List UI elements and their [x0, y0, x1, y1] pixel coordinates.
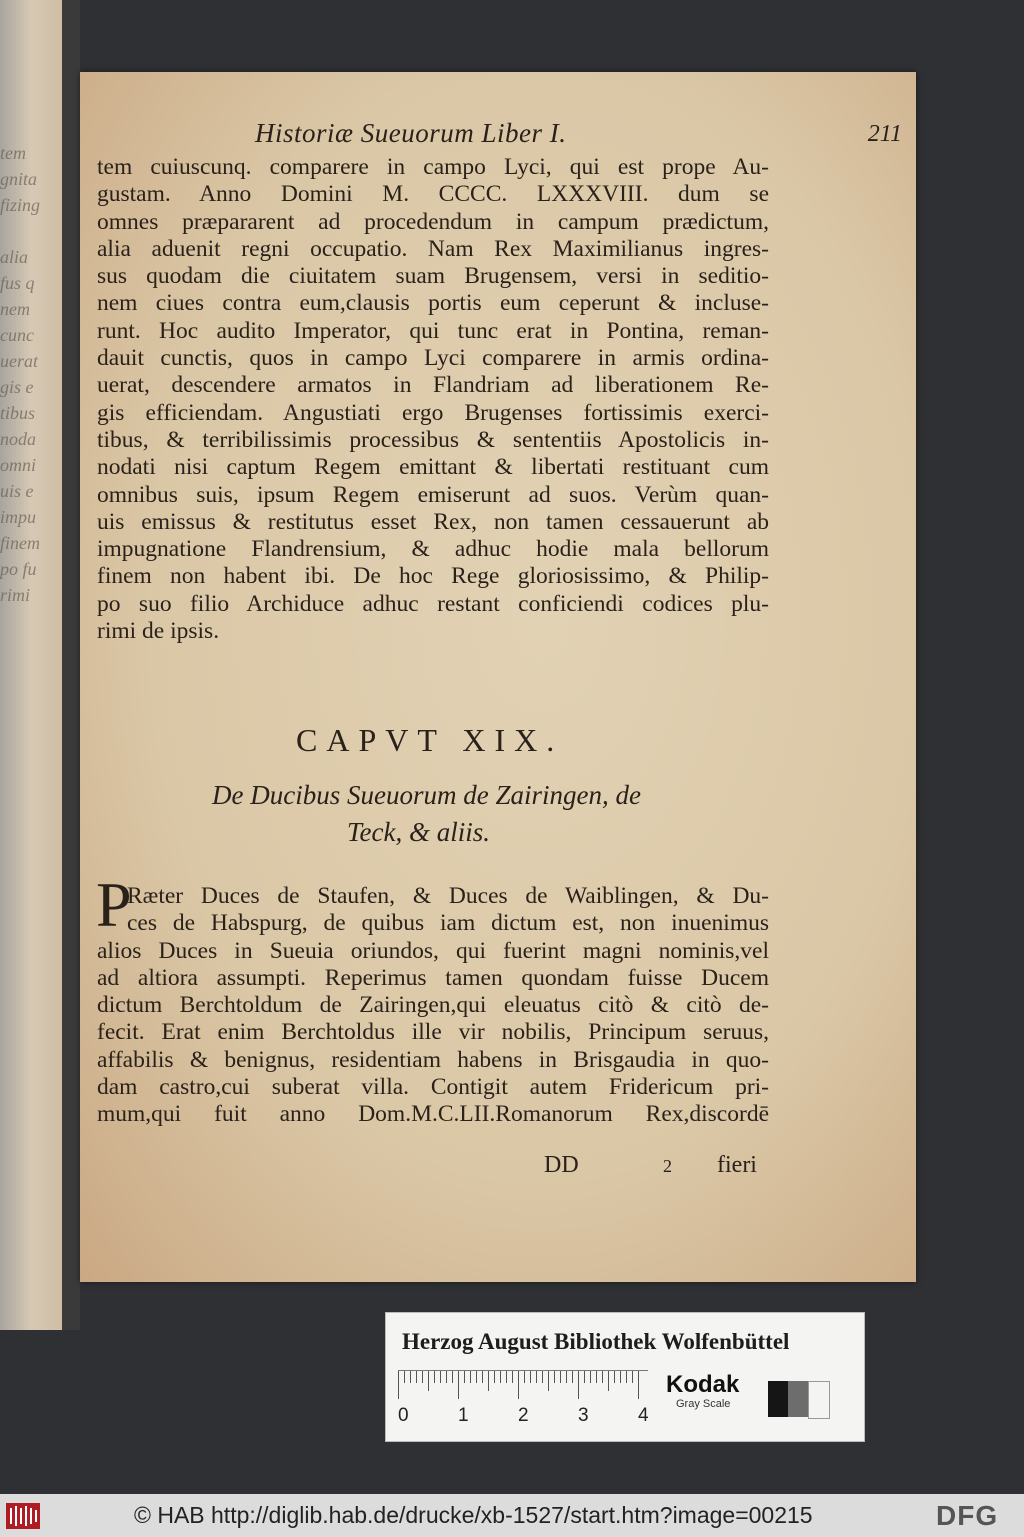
ruler-tick [476, 1371, 477, 1383]
kodak-logo: Kodak [666, 1371, 740, 1398]
ruler-tick [470, 1371, 471, 1383]
ruler-tick [512, 1371, 513, 1383]
paragraph-2 [97, 883, 769, 1129]
ruler-tick [572, 1371, 573, 1383]
ruler-tick [614, 1371, 615, 1383]
text-line: po suo filio Archiduce adhuc restant conficiendi codices plu- [97, 590, 769, 617]
ruler-tick [500, 1371, 501, 1383]
ruler-tick [554, 1371, 555, 1383]
text-line: alios Duces in Sueuia oriundos, qui fuerint magni nominis,vel [97, 937, 769, 964]
ruler-tick [608, 1371, 609, 1391]
text-line: gis efficiendam. Angustiati ergo Brugenses fortissimis exerci- [97, 399, 769, 426]
ruler-tick [404, 1371, 405, 1383]
ruler-tick [632, 1371, 633, 1383]
text-line: impugnatione Flandrensium, & adhuc hodie mala bellorum [97, 536, 769, 563]
chapter-title: CAPVT XIX. [296, 722, 564, 758]
ruler-tick [506, 1371, 507, 1383]
text-line: nem ciues contra eum,clausis portis eum ceperunt & incluse- [97, 290, 769, 317]
ruler-tick [422, 1371, 423, 1383]
text-line: Ræter Duces de Staufen, & Duces de Waiblingen, & Du- [127, 883, 769, 909]
text-line: dam castro,cui suberat villa. Contigit autem Fridericum pri- [97, 1074, 769, 1101]
ruler-tick [428, 1371, 429, 1391]
ruler-tick [488, 1371, 489, 1391]
ruler-tick [530, 1371, 531, 1383]
signature-number: 2 [663, 1156, 672, 1176]
text-line: ad altiora assumpti. Reperimus tamen quondam fuisse Ducem [97, 964, 769, 991]
text-line: rimi de ipsis. [97, 618, 220, 645]
ruler-number: 2 [518, 1405, 529, 1426]
text-line: tibus, & terribilissimis processibus & sententiis Apostolicis in- [97, 426, 769, 453]
ruler-tick [482, 1371, 483, 1383]
text-line: affabilis & benignus, residentiam habens in Brisgaudia in quo- [97, 1046, 769, 1073]
adjacent-page-text: tem gnita fizing alia fus q nem cunc uerat gis e tibus noda omni uis e impu finem po fu rimi [0, 143, 41, 605]
footer-bar [0, 1494, 1024, 1537]
ruler-tick [626, 1371, 627, 1383]
text-line: alia aduenit regni occupatio. Nam Rex Maximilianus ingres- [97, 235, 769, 262]
scale-ruler [398, 1370, 648, 1403]
ruler-tick [524, 1371, 525, 1383]
ruler-tick [452, 1371, 453, 1383]
text-line: dictum Berchtoldum de Zairingen,qui eleuatus citò & citò de- [97, 992, 769, 1019]
ruler-tick [620, 1371, 621, 1383]
ruler-tick [596, 1371, 597, 1383]
gray-swatch-mid [788, 1381, 808, 1417]
text-line: fecit. Erat enim Berchtoldus ille vir nobilis, Principum seruus, [97, 1019, 769, 1046]
text-line: finem non habent ibi. De hoc Rege gloriosissimo, & Philip- [97, 563, 769, 590]
ruler-number: 4 [638, 1405, 649, 1426]
book-gutter [62, 0, 80, 1330]
ruler-tick [518, 1371, 519, 1399]
text-line: ces de Habspurg, de quibus iam dictum est, non inuenimus [127, 910, 769, 937]
ruler-tick [638, 1371, 639, 1399]
text-line: tem cuiuscunq. comparere in campo Lyci, qui est prope Au- [97, 154, 769, 180]
text-line: nodati nisi captum Regem emittant & libertati restituant cum [97, 454, 769, 481]
paragraph-1 [97, 154, 769, 645]
gray-scale-label: Gray Scale [676, 1398, 731, 1410]
ruler-number: 0 [398, 1405, 409, 1426]
ruler-tick [590, 1371, 591, 1383]
text-line: mum,qui fuit anno Dom.M.C.LII.Romanorum Rex,discordē [97, 1101, 769, 1128]
ruler-tick [434, 1371, 435, 1383]
gray-swatch-light [808, 1381, 830, 1419]
running-head: Historiæ Sueuorum Liber I. [255, 118, 567, 148]
initial-letter: P [96, 869, 132, 940]
ruler-tick [464, 1371, 465, 1383]
ruler-tick [542, 1371, 543, 1383]
text-line: gustam. Anno Domini M. CCCC. LXXXVIII. dum se [97, 181, 769, 208]
ruler-tick [446, 1371, 447, 1383]
card-title: Herzog August Bibliothek Wolfenbüttel [402, 1329, 790, 1354]
ruler-tick [566, 1371, 567, 1383]
dfg-logo: DFG [936, 1500, 999, 1531]
ruler-tick [584, 1371, 585, 1383]
ruler-number: 3 [578, 1405, 589, 1426]
ruler-tick [548, 1371, 549, 1391]
copyright-url[interactable]: © HAB http://diglib.hab.de/drucke/xb-1527/start.htm?image=00215 [134, 1502, 813, 1528]
text-line: dauit cunctis, quos in campo Lyci comparere in armis ordina- [97, 345, 769, 372]
ruler-tick [494, 1371, 495, 1383]
catchword: fieri [717, 1152, 757, 1178]
text-line: uerat, descendere armatos in Flandriam ad liberationem Re- [97, 372, 769, 399]
text-line: uis emissus & restitutus esset Rex, non tamen cessauerunt ab [97, 508, 769, 535]
library-color-card [385, 1312, 865, 1442]
ruler-tick [410, 1371, 411, 1383]
chapter-subtitle-line-2: Teck, & aliis. [347, 817, 491, 847]
ruler-tick [578, 1371, 579, 1399]
ruler-tick [560, 1371, 561, 1383]
ruler-tick [440, 1371, 441, 1383]
ruler-tick [536, 1371, 537, 1383]
ruler-tick [416, 1371, 417, 1383]
ruler-tick [398, 1371, 399, 1399]
text-line: omnes præpararent ad procedendum in campum prædictum, [97, 208, 769, 235]
ruler-number: 1 [458, 1405, 469, 1426]
text-line: omnibus suis, ipsum Regem emiserunt ad suos. Verùm quan- [97, 481, 769, 508]
hab-logo-icon [6, 1503, 40, 1529]
chapter-subtitle-line-1: De Ducibus Sueuorum de Zairingen, de [212, 780, 641, 810]
ruler-tick [458, 1371, 459, 1399]
text-line: runt. Hoc audito Imperator, qui tunc erat in Pontina, reman- [97, 317, 769, 344]
gray-swatch-dark [768, 1381, 788, 1417]
ruler-tick [602, 1371, 603, 1383]
text-line: sus quodam die ciuitatem suam Brugensem, versi in seditio- [97, 263, 769, 290]
signature-mark: DD [544, 1152, 579, 1178]
